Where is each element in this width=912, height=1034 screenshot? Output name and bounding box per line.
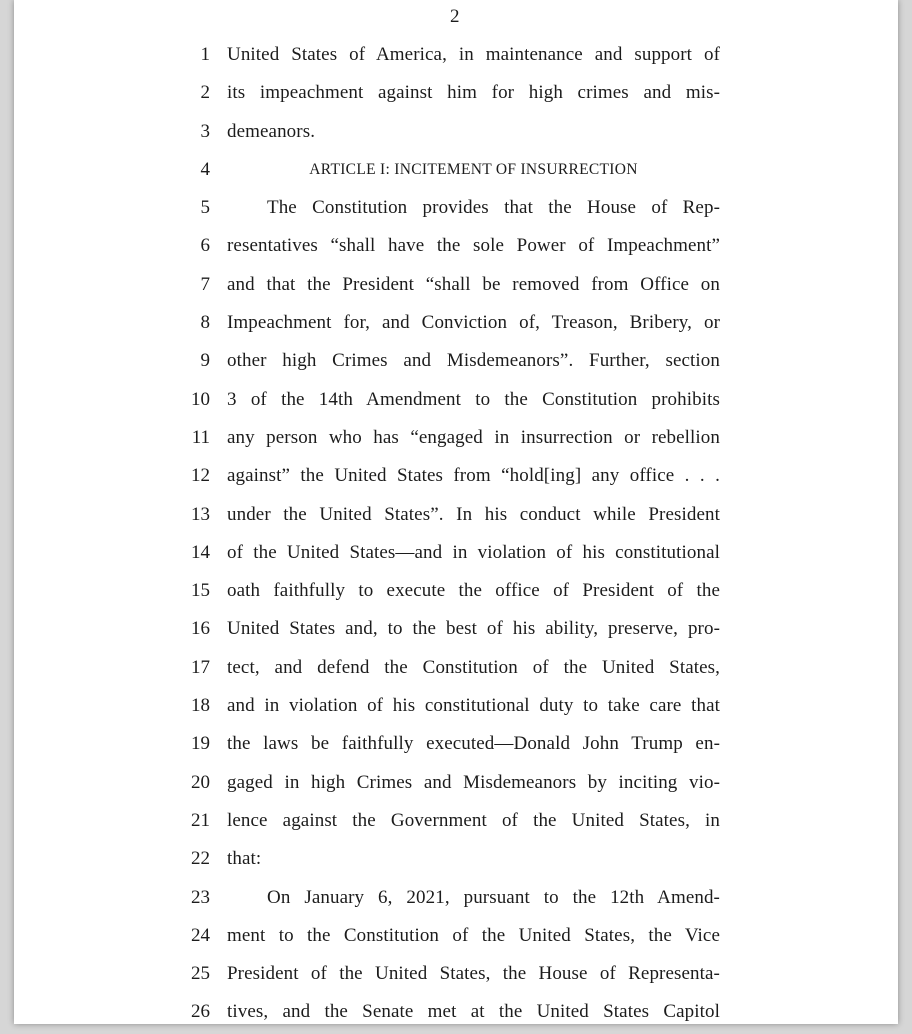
- line-text: that:: [227, 848, 262, 870]
- line-text: of the United States—and in violation of his constitutional: [227, 541, 720, 563]
- document-line: [14, 536, 898, 574]
- line-text: other high Crimes and Misdemeanors”. Further, section: [227, 350, 720, 372]
- line-number: 18: [191, 695, 210, 717]
- document-line: [14, 498, 898, 536]
- line-number: 20: [191, 771, 210, 793]
- document-line: [14, 268, 898, 306]
- line-text: lence against the Government of the United States, in: [227, 809, 720, 831]
- line-text: The Constitution provides that the House of Rep-: [267, 197, 720, 219]
- line-number: 14: [191, 541, 210, 563]
- line-number: 5: [200, 197, 210, 219]
- line-text: its impeachment against him for high crimes and mis-: [227, 82, 720, 104]
- document-line: [14, 344, 898, 382]
- document-line: [14, 229, 898, 267]
- document-line: [14, 612, 898, 650]
- line-text: ment to the Constitution of the United States, the Vice: [227, 924, 720, 946]
- document-line: [14, 651, 898, 689]
- document-line: [14, 306, 898, 344]
- line-number: 21: [191, 809, 210, 831]
- document-line: [14, 766, 898, 804]
- document-line: [14, 804, 898, 842]
- line-text: demeanors.: [227, 120, 316, 142]
- line-text: Impeachment for, and Conviction of, Treason, Bribery, or: [227, 312, 720, 334]
- line-text: oath faithfully to execute the office of President of the: [227, 580, 720, 602]
- line-number: 26: [191, 1001, 210, 1023]
- document-line: [14, 383, 898, 421]
- document-line: [14, 727, 898, 765]
- document-page: [14, 0, 898, 1024]
- line-number: 23: [191, 886, 210, 908]
- document-line: [14, 115, 898, 153]
- line-number: 6: [200, 235, 210, 257]
- line-text: against” the United States from “hold[ing] any office . . .: [227, 465, 720, 487]
- document-line: [14, 38, 898, 76]
- line-number: 10: [191, 388, 210, 410]
- line-number: 7: [200, 273, 210, 295]
- line-text: and in violation of his constitutional duty to take care that: [227, 695, 720, 717]
- line-text: On January 6, 2021, pursuant to the 12th Amend-: [267, 886, 720, 908]
- document-line: [14, 957, 898, 995]
- document-line: [14, 689, 898, 727]
- document-line: [14, 459, 898, 497]
- line-text: the laws be faithfully executed—Donald John Trump en-: [227, 733, 720, 755]
- line-text: tives, and the Senate met at the United States Capitol: [227, 1001, 720, 1023]
- line-text: and that the President “shall be removed from Office on: [227, 273, 720, 295]
- line-number: 9: [200, 350, 210, 372]
- line-number: 22: [191, 848, 210, 870]
- article-heading: ARTICLE I: INCITEMENT OF INSURRECTION: [309, 160, 638, 178]
- line-number: 13: [191, 503, 210, 525]
- document-line: [14, 421, 898, 459]
- line-number: 4: [200, 158, 210, 180]
- line-number: 25: [191, 963, 210, 985]
- document-line: [14, 191, 898, 229]
- line-text: tect, and defend the Constitution of the United States,: [227, 656, 720, 678]
- line-text: President of the United States, the House of Representa-: [227, 963, 720, 985]
- page-number: 2: [450, 6, 460, 27]
- document-line: [14, 881, 898, 919]
- line-number: 17: [191, 656, 210, 678]
- line-number: 11: [191, 426, 210, 448]
- line-number: 24: [191, 924, 210, 946]
- document-line: [14, 76, 898, 114]
- line-text: under the United States”. In his conduct while President: [227, 503, 720, 525]
- document-line: [14, 842, 898, 880]
- line-number: 1: [200, 44, 210, 65]
- line-number: 8: [200, 312, 210, 334]
- line-number: 16: [191, 618, 210, 640]
- line-number: 15: [191, 580, 210, 602]
- document-body: [14, 38, 898, 1034]
- line-number: 2: [200, 82, 210, 104]
- line-number: 3: [200, 120, 210, 142]
- document-line: [14, 153, 898, 191]
- line-number: 19: [191, 733, 210, 755]
- line-text: 3 of the 14th Amendment to the Constitution prohibits: [227, 388, 720, 410]
- document-line: [14, 995, 898, 1033]
- line-text: any person who has “engaged in insurrection or rebellion: [227, 426, 720, 448]
- line-text: United States of America, in maintenance and support of: [227, 44, 720, 65]
- line-number: 12: [191, 465, 210, 487]
- document-line: [14, 574, 898, 612]
- line-text: resentatives “shall have the sole Power of Impeachment”: [227, 235, 720, 257]
- line-text: gaged in high Crimes and Misdemeanors by inciting vio-: [227, 771, 720, 793]
- document-line: [14, 919, 898, 957]
- line-text: United States and, to the best of his ability, preserve, pro-: [227, 618, 720, 640]
